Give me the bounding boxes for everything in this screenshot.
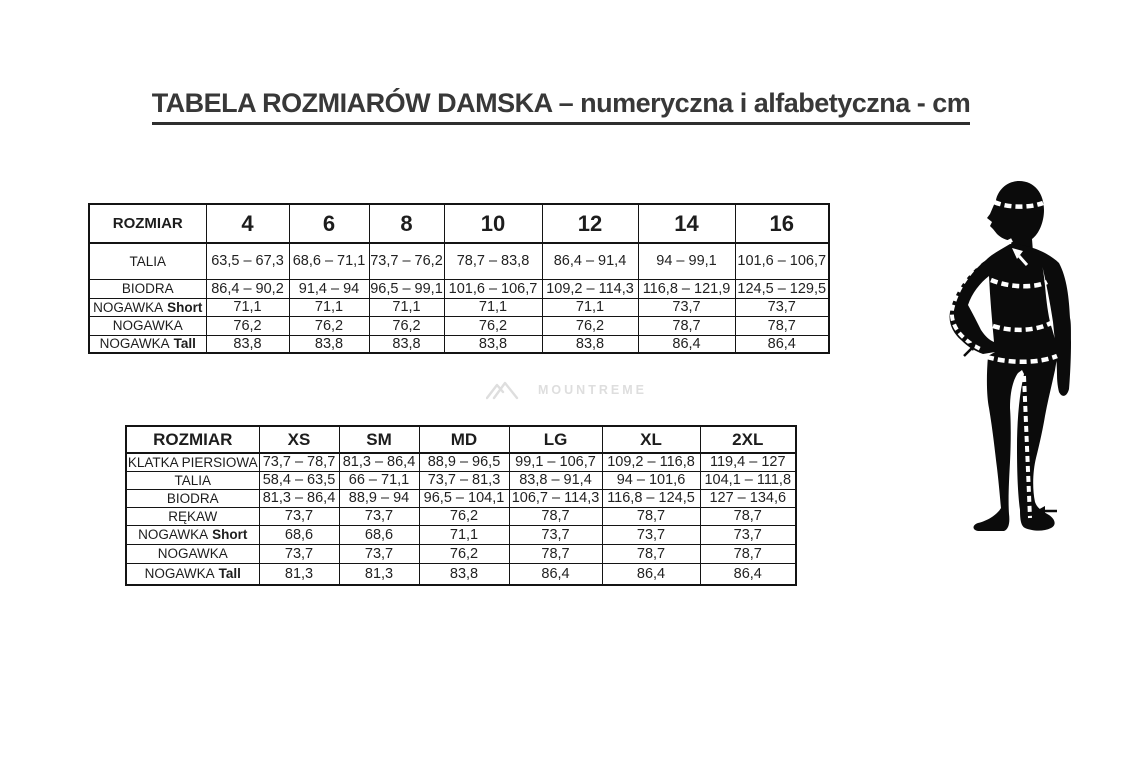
size-value-cell: 127 – 134,6: [700, 489, 796, 507]
size-value-cell: 86,4 – 90,2: [206, 279, 289, 298]
table-row-biodra: [126, 489, 796, 507]
size-header-14: 14: [638, 204, 735, 243]
table-row-biodra: [89, 279, 829, 298]
size-value-cell: 68,6: [339, 525, 419, 544]
silhouette-head: [987, 181, 1044, 255]
row-label: NOGAWKA: [126, 544, 259, 563]
table-row-talia: [126, 471, 796, 489]
table-row-rekaw: [126, 507, 796, 525]
size-value-cell: 88,9 – 96,5: [419, 453, 509, 471]
size-header-2xl: 2XL: [700, 426, 796, 453]
row-label: BIODRA: [89, 279, 206, 298]
size-value-cell: 68,6: [259, 525, 339, 544]
size-value-cell: 71,1: [206, 298, 289, 316]
size-value-cell: 96,5 – 104,1: [419, 489, 509, 507]
brand-name: MOUNTREME: [538, 383, 647, 397]
table-row-klatka-piersiowa: [126, 453, 796, 471]
size-value-cell: 99,1 – 106,7: [509, 453, 602, 471]
size-value-cell: 94 – 101,6: [602, 471, 700, 489]
table-row-nogawka-short: [89, 298, 829, 316]
row-label: BIODRA: [126, 489, 259, 507]
size-value-cell: 78,7: [602, 507, 700, 525]
size-value-cell: 73,7 – 76,2: [369, 243, 444, 279]
size-value-cell: 86,4: [638, 335, 735, 353]
size-value-cell: 96,5 – 99,1: [370, 280, 443, 297]
row-label: TALIA: [89, 243, 206, 279]
size-value-cell: 73,7: [259, 507, 339, 525]
size-value-cell: 76,2: [289, 316, 369, 335]
brand-watermark: [486, 379, 647, 401]
size-value-cell: 73,7: [339, 544, 419, 563]
size-value-cell: 78,7: [700, 544, 796, 563]
size-value-cell: 78,7: [509, 544, 602, 563]
size-header-4: 4: [206, 204, 289, 243]
size-value-cell: 78,7: [700, 507, 796, 525]
size-value-cell: 101,6 – 106,7: [735, 243, 829, 279]
size-value-cell: 83,8 – 91,4: [509, 471, 602, 489]
size-value-cell: 86,4: [735, 335, 829, 353]
size-value-cell: 76,2: [206, 316, 289, 335]
title-container: [0, 88, 1122, 125]
size-value-cell: 71,1: [444, 298, 542, 316]
size-value-cell: 109,2 – 116,8: [602, 453, 700, 471]
size-value-cell: 81,3: [339, 563, 419, 585]
size-value-cell: 71,1: [419, 525, 509, 544]
size-value-cell: 119,4 – 127: [700, 453, 796, 471]
size-value-cell: 83,8: [419, 563, 509, 585]
size-value-cell: 73,7: [259, 544, 339, 563]
size-value-cell: 73,7: [735, 298, 829, 316]
alpha-size-table: [125, 425, 797, 586]
size-value-cell: 81,3 – 86,4: [339, 453, 419, 471]
row-label: RĘKAW: [126, 507, 259, 525]
size-value-cell: 83,8: [542, 335, 638, 353]
row-label: KLATKA PIERSIOWA: [127, 454, 258, 470]
size-value-cell: 71,1: [289, 298, 369, 316]
size-value-cell: 83,8: [369, 335, 444, 353]
size-value-cell: 76,2: [369, 316, 444, 335]
size-header-8: 8: [369, 204, 444, 243]
table-row-nogawka-tall: [89, 335, 829, 353]
size-value-cell: 81,3 – 86,4: [259, 489, 339, 507]
size-value-cell: 83,8: [289, 335, 369, 353]
size-value-cell: 66 – 71,1: [339, 471, 419, 489]
numeric-corner-header: ROZMIAR: [89, 204, 206, 243]
size-value-cell: 81,3: [259, 563, 339, 585]
size-value-cell: 73,7: [638, 298, 735, 316]
table-row-nogawka: [126, 544, 796, 563]
table-row-nogawka: [89, 316, 829, 335]
size-header-lg: LG: [509, 426, 602, 453]
size-value-cell: 73,7 – 81,3: [419, 471, 509, 489]
size-header-xs: XS: [259, 426, 339, 453]
mountain-logo-icon: [486, 379, 526, 401]
page-title: TABELA ROZMIARÓW DAMSKA – numeryczna i alfabetyczna - cm: [152, 88, 971, 125]
size-header-10: 10: [444, 204, 542, 243]
row-label: TALIA: [126, 471, 259, 489]
size-value-cell: 91,4 – 94: [289, 279, 369, 298]
size-value-cell: 116,8 – 124,5: [602, 489, 700, 507]
size-value-cell: 83,8: [444, 335, 542, 353]
size-value-cell: 86,4: [700, 563, 796, 585]
size-header-md: MD: [419, 426, 509, 453]
size-value-cell: 86,4: [602, 563, 700, 585]
row-label: NOGAWKA Tall: [89, 335, 206, 353]
row-label: NOGAWKA Tall: [126, 563, 259, 585]
size-value-cell: 68,6 – 71,1: [289, 243, 369, 279]
size-value-cell: 86,4 – 91,4: [542, 243, 638, 279]
size-value-cell: 109,2 – 114,3: [542, 279, 638, 298]
size-value-cell: 71,1: [542, 298, 638, 316]
size-value-cell: 94 – 99,1: [638, 243, 735, 279]
size-value-cell: 73,7: [602, 525, 700, 544]
size-header-12: 12: [542, 204, 638, 243]
size-value-cell: 78,7: [602, 544, 700, 563]
alpha-corner-header: ROZMIAR: [126, 426, 259, 453]
size-value-cell: 73,7 – 78,7: [259, 453, 339, 471]
size-value-cell: 76,2: [444, 316, 542, 335]
size-value-cell: 73,7: [509, 525, 602, 544]
size-value-cell: 58,4 – 63,5: [259, 471, 339, 489]
measurement-silhouette-figure: [940, 170, 1110, 570]
silhouette-body: [950, 244, 1071, 531]
size-value-cell: 63,5 – 67,3: [206, 243, 289, 279]
size-value-cell: 106,7 – 114,3: [509, 489, 602, 507]
size-value-cell: 104,1 – 111,8: [700, 471, 796, 489]
size-value-cell: 78,7: [509, 507, 602, 525]
table-row-nogawka-short: [126, 525, 796, 544]
size-value-cell: 124,5 – 129,5: [735, 279, 829, 298]
size-value-cell: 78,7: [735, 316, 829, 335]
row-label: NOGAWKA Short: [126, 525, 259, 544]
table-row-nogawka-tall: [126, 563, 796, 585]
size-value-cell: 76,2: [542, 316, 638, 335]
size-value-cell: 76,2: [419, 544, 509, 563]
size-value-cell: 88,9 – 94: [339, 489, 419, 507]
size-value-cell: 86,4: [509, 563, 602, 585]
size-value-cell: 116,8 – 121,9: [638, 279, 735, 298]
alpha-header-row: [126, 426, 796, 453]
size-value-cell: 101,6 – 106,7: [444, 279, 542, 298]
row-label: NOGAWKA Short: [89, 298, 206, 316]
size-value-cell: 78,7: [638, 316, 735, 335]
size-value-cell: 73,7: [339, 507, 419, 525]
size-value-cell: 83,8: [206, 335, 289, 353]
size-value-cell: 78,7 – 83,8: [444, 243, 542, 279]
size-header-6: 6: [289, 204, 369, 243]
size-value-cell: 76,2: [419, 507, 509, 525]
numeric-size-table: [88, 203, 830, 354]
table-row-talia: [89, 243, 829, 279]
size-value-cell: 73,7: [700, 525, 796, 544]
size-header-xl: XL: [602, 426, 700, 453]
row-label: NOGAWKA: [89, 316, 206, 335]
size-value-cell: 71,1: [369, 298, 444, 316]
size-header-sm: SM: [339, 426, 419, 453]
numeric-header-row: [89, 204, 829, 243]
size-header-16: 16: [735, 204, 829, 243]
